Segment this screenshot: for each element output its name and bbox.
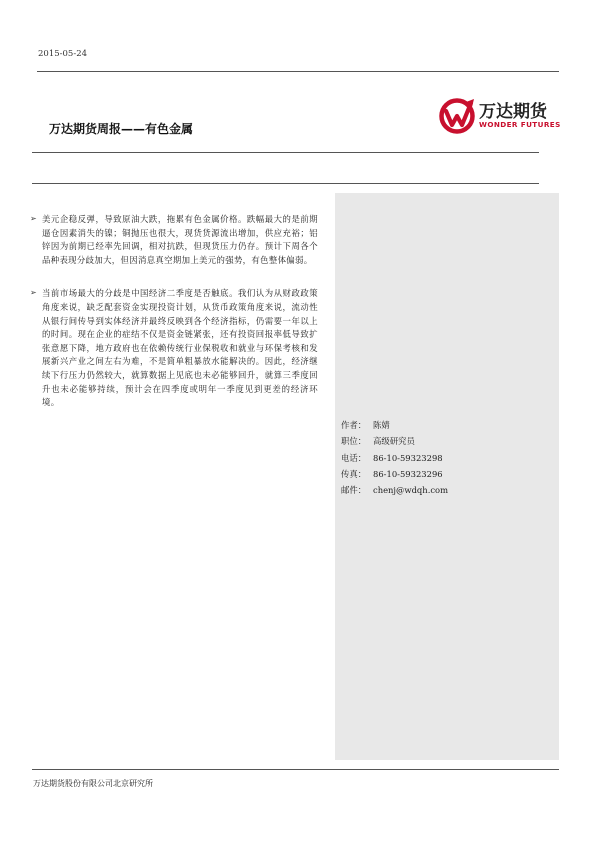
- email-row: [341, 482, 448, 498]
- report-date: 2015-05-24: [38, 49, 88, 59]
- logo-name-cn: 万达期货: [479, 102, 547, 122]
- bullet-item: [28, 287, 318, 409]
- footer-company: 万达期货股份有限公司北京研究所: [33, 779, 153, 788]
- bullet-arrow-icon: ➢: [30, 214, 37, 223]
- bullet-text: 美元企稳反弹，导致原油大跌，拖累有色金属价格。跌幅最大的是前期逼仓因素消失的镍；铜抛压也很大，现货货源流出增加，供应充裕；铝锌因为前期已经率先回调，相对抗跌，但现货压力仍存。预计下周各个品种表现分歧加大，但因消息真空期加上美元的强势，有色整体偏弱。: [42, 214, 318, 265]
- title-divider-1: [32, 152, 539, 153]
- bullet-text: 当前市场最大的分歧是中国经济二季度是否触底。我们认为从财政政策角度来说，缺乏配套资金实现投资计划，从货币政策角度来说，流动性从银行间传导到实体经济并最终反映到各个经济指标，仍需要一年以上的时间。现在企业的症结不仅是资金链紧张，还有投资回报率低导致扩张意愿下降，地方政府也在依赖传统行业保税收和就业与环保考核和发展新兴产业之间左右为难，不是简单粗暴放水能解决的。因此，经济继续下行压力仍然较大，就算数据上见底也未必能够回升，就算三季度回升也未必能够持续，预计会在四季度或明年一季度见到更差的经济环境。: [42, 288, 318, 408]
- position-row: [341, 433, 448, 449]
- email-label: 邮件：: [341, 485, 367, 496]
- bullet-item: [28, 213, 318, 267]
- fax-row: [341, 466, 448, 482]
- email-address[interactable]: chenj@wdqh.com: [373, 485, 449, 496]
- author-name: 陈婧: [373, 420, 390, 430]
- fax-number: 86-10-59323296: [373, 468, 443, 479]
- author-position: 高级研究员: [373, 436, 415, 447]
- wonder-futures-logo-icon: [437, 95, 477, 135]
- fax-label: 传真：: [341, 468, 367, 479]
- author-row: [341, 417, 448, 433]
- phone-row: [341, 450, 448, 466]
- company-logo: [437, 95, 567, 135]
- author-label: 作者：: [341, 420, 367, 430]
- title-divider-2: [32, 183, 539, 184]
- phone-label: 电话：: [341, 452, 367, 463]
- author-contact: [341, 417, 448, 498]
- logo-name-en: WONDER FUTURES: [479, 120, 561, 129]
- phone-number: 86-10-59323298: [373, 452, 443, 463]
- header-divider: [37, 71, 559, 72]
- report-body: [28, 213, 318, 430]
- position-label: 职位：: [341, 436, 367, 447]
- bullet-arrow-icon: ➢: [30, 288, 37, 298]
- footer-divider: [32, 769, 559, 770]
- report-title: 万达期货周报——有色金属: [49, 122, 194, 136]
